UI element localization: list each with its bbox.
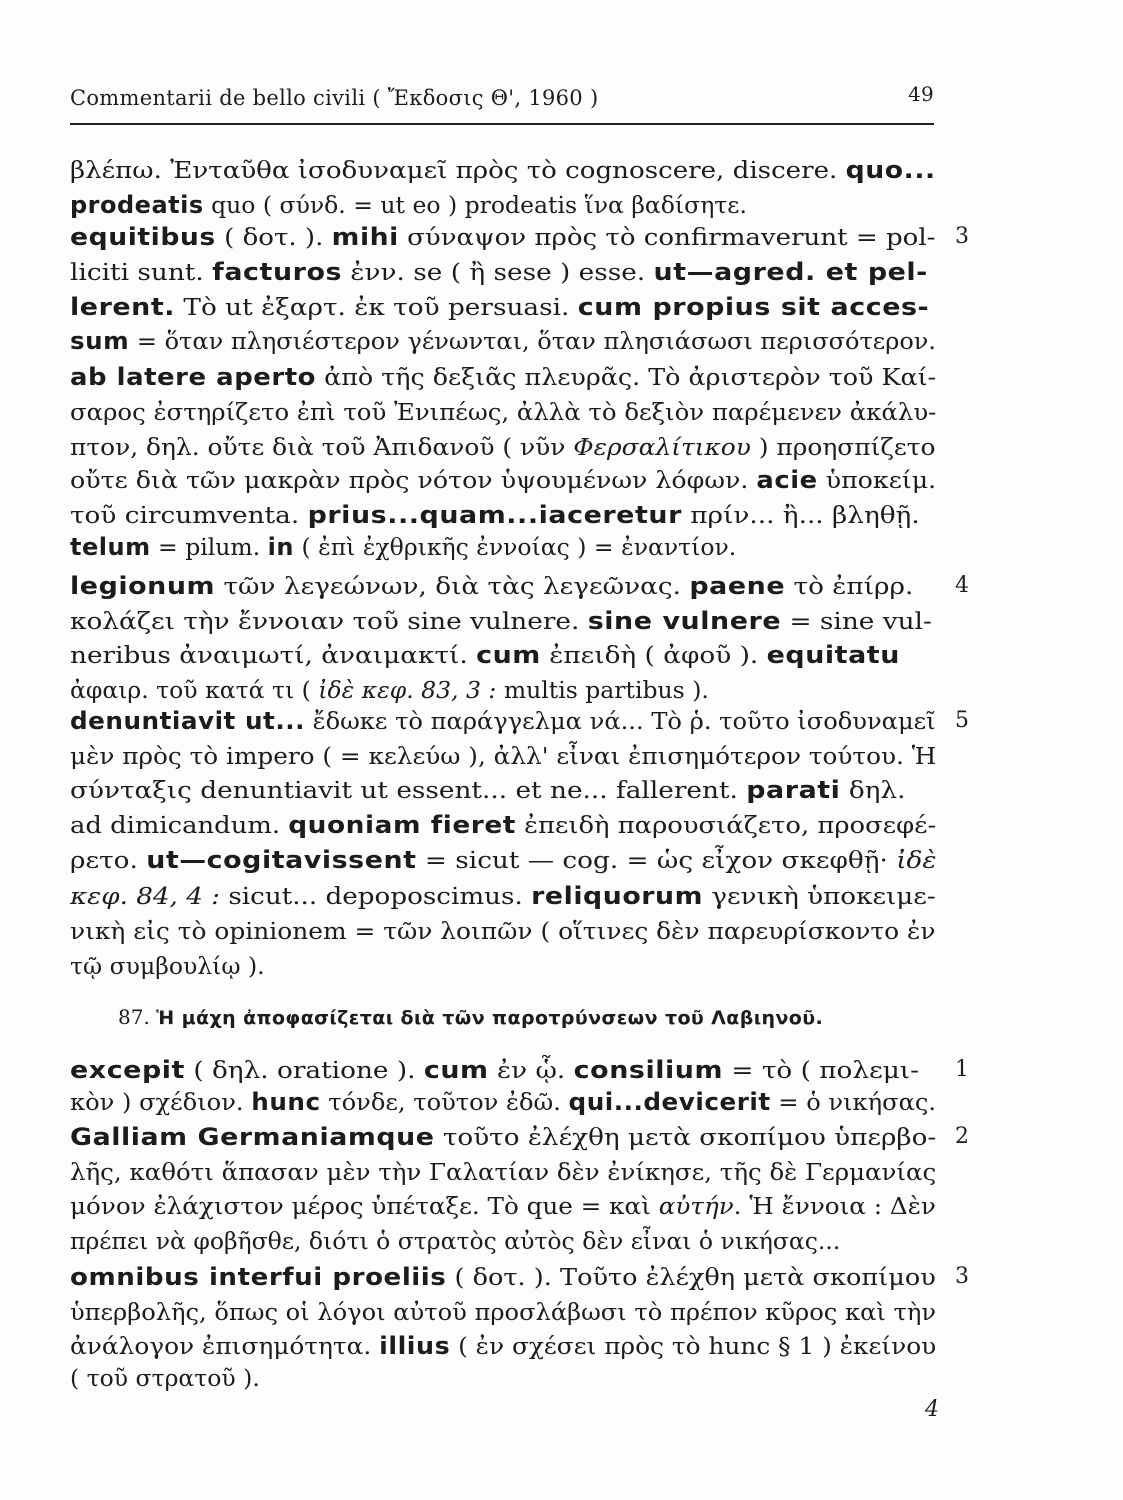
running-head: [70, 82, 934, 110]
text-line: [70, 155, 936, 185]
text-line: [70, 706, 936, 736]
lemma: Ἡ μάχη ἀποφασίζεται διὰ τῶν παροτρύνσεων τοῦ Λαβιηνοῦ.: [156, 1007, 824, 1029]
line-content: [70, 190, 747, 220]
gloss-text: νικὴ εἰς τὸ opinionem = τῶν λοιπῶν ( οἵτινες δὲν παρευρίσκοντο ἐν: [70, 917, 936, 945]
text-line: [70, 326, 936, 356]
lemma: equitatu: [766, 641, 900, 669]
lemma: ab latere aperto: [70, 363, 317, 391]
line-content: [70, 532, 736, 562]
line-content: [70, 1363, 260, 1393]
text-line: [70, 1226, 936, 1256]
text-line: [70, 845, 936, 875]
line-content: [70, 1191, 936, 1221]
text-line: [70, 397, 936, 427]
margin-number: 4: [955, 573, 969, 598]
line-content: [70, 292, 929, 322]
gloss-text: ἀνάλογον ἐπισημότητα.: [70, 1332, 380, 1360]
text-line: [70, 951, 936, 981]
lemma: quo...: [845, 156, 936, 184]
text-line: [70, 532, 936, 562]
lemma: sum: [70, 327, 130, 355]
lemma: telum: [70, 533, 151, 561]
text-line: [70, 916, 936, 946]
gloss-text: τοῦ circumventa.: [70, 501, 308, 529]
line-content: [70, 640, 900, 670]
line-content: [70, 916, 935, 946]
lemma: omnibus interfui proeliis: [70, 1263, 447, 1291]
line-content: [70, 1087, 936, 1117]
line-content: [70, 845, 936, 875]
gloss-text: = sicut — cog. = ὡς εἶχον σκεφθῇ·: [416, 846, 897, 874]
gloss-text: ( δοτ. ). Τοῦτο ἐλέχθη μετὰ σκοπίμου: [446, 1263, 936, 1291]
gloss-text: λῆς, καθότι ἅπασαν μὲν τὴν Γαλατίαν δὲν ἐνίκησε, τῆς δὲ Γερμανίας: [70, 1158, 936, 1186]
gloss-text: τόνδε, τοῦτον ἐδῶ.: [320, 1088, 569, 1116]
gloss-text: ἐπειδὴ ( ἀφοῦ ).: [540, 641, 767, 669]
line-content: [70, 951, 265, 981]
gloss-text: δηλ.: [840, 776, 906, 804]
lemma: paene: [689, 572, 786, 600]
lemma: consilium: [573, 1056, 724, 1084]
line-content: [118, 1002, 823, 1032]
header-rule: [70, 123, 934, 125]
line-content: [70, 1226, 840, 1256]
line-content: [70, 1055, 919, 1085]
lemma: prodeatis: [70, 191, 204, 219]
gloss-text: ἐνν. se ( ἢ sese ) esse.: [342, 258, 654, 286]
lemma: acie: [756, 466, 818, 494]
lemma: prius...quam...iaceretur: [307, 501, 682, 529]
lemma: cum: [423, 1056, 489, 1084]
gloss-text: ) προησπίζετο: [750, 433, 936, 461]
text-line: [70, 1055, 936, 1085]
lemma: Galliam Germaniamque: [70, 1123, 435, 1151]
line-content: [70, 465, 936, 495]
text-line: [70, 1157, 936, 1187]
lemma: hunc: [251, 1088, 321, 1116]
gloss-text: σύναψον πρὸς τὸ confirmaverunt = pol-: [398, 223, 936, 251]
text-line: [70, 465, 936, 495]
gloss-text: neribus ἀναιμωτί, ἀναιμακτί.: [70, 641, 477, 669]
lemma: legionum: [70, 572, 216, 600]
margin-number: 3: [955, 224, 969, 249]
gloss-text: κὸν ) σχέδιον.: [70, 1088, 252, 1116]
line-content: [70, 1331, 936, 1361]
lemma: ut—agred. et pel-: [653, 258, 928, 286]
gloss-text: quo ( σύνδ. = ut eo ) prodeatis ἵνα βαδίσητε.: [203, 191, 747, 219]
line-content: [70, 1262, 936, 1292]
gloss-text: 87.: [118, 1005, 157, 1029]
italic-text: αὐτήν: [658, 1192, 734, 1220]
gloss-text: ( δηλ. oratione ).: [184, 1056, 424, 1084]
gloss-text: ρετο.: [70, 846, 147, 874]
gloss-text: ( ἐπὶ ἐχθρικῆς ἐννοίας ) = ἐναντίον.: [293, 533, 737, 561]
text-line: [70, 1262, 936, 1292]
gloss-text: ( ἐν σχέσει πρὸς τὸ hunc § 1 ) ἐκείνου: [450, 1332, 936, 1360]
text-line: [70, 1363, 936, 1393]
text-line: [70, 292, 936, 322]
text-line: [70, 1087, 936, 1117]
gloss-text: ὑπερβολῆς, ὅπως οἱ λόγοι αὐτοῦ προσλάβωσι τὸ πρέπον κῦρος καὶ τὴν: [70, 1298, 936, 1326]
gloss-text: ἀφαιρ. τοῦ κατά τι (: [70, 676, 319, 704]
line-content: [70, 810, 936, 840]
italic-text: ἰδὲ κεφ. 83, 3 :: [318, 676, 497, 704]
text-line: [70, 881, 936, 911]
gloss-text: sicut... depoposcimus.: [220, 882, 532, 910]
line-content: [70, 775, 905, 805]
lemma: sine vulnere: [587, 607, 782, 635]
lemma: illius: [379, 1332, 451, 1360]
text-line: [70, 257, 936, 287]
gloss-text: = pilum.: [150, 533, 268, 561]
lemma: reliquorum: [531, 882, 704, 910]
lemma: mihi: [331, 223, 399, 251]
text-line: [70, 432, 936, 462]
text-line: [70, 1122, 936, 1152]
gloss-text: πρέπει νὰ φοβῆσθε, διότι ὁ στρατὸς αὐτὸς δὲν εἶναι ὁ νικήσας...: [70, 1227, 841, 1255]
gloss-text: τῶν λεγεώνων, διὰ τὰς λεγεῶνας.: [215, 572, 690, 600]
italic-text: κεφ. 84, 4 :: [70, 882, 221, 910]
line-content: [70, 362, 936, 392]
gloss-text: . Ἡ ἔννοια : Δὲν: [733, 1192, 936, 1220]
lemma: equitibus: [70, 223, 216, 251]
gloss-text: πρίν... ἢ... βληθῇ.: [681, 501, 920, 529]
gloss-text: ( τοῦ στρατοῦ ).: [70, 1364, 260, 1392]
gloss-text: μὲν πρὸς τὸ impero ( = κελεύω ), ἀλλ' εἶναι ἐπισημότερον τούτου. Ἡ: [70, 742, 936, 770]
gloss-text: οὔτε διὰ τῶν μακρὰν πρὸς νότον ὑψουμένων λόφων.: [70, 466, 757, 494]
margin-number: 2: [955, 1124, 969, 1149]
gloss-text: σύνταξις denuntiavit ut essent... et ne... fallerent.: [70, 776, 747, 804]
line-content: [70, 1297, 936, 1327]
gloss-text: multis partibus ).: [496, 676, 709, 704]
text-line: [70, 810, 936, 840]
line-content: [70, 397, 936, 427]
lemma: qui...devicerit: [568, 1088, 771, 1116]
gloss-text: πτον, δηλ. οὔτε διὰ τοῦ Ἀπιδανοῦ ( νῦν: [70, 433, 574, 461]
gloss-text: ἐν ᾧ.: [488, 1056, 574, 1084]
margin-number: 3: [955, 1264, 969, 1289]
line-content: [70, 432, 936, 462]
text-line: [70, 775, 936, 805]
text-line: [70, 1331, 936, 1361]
gloss-text: ὑποκείμ.: [817, 466, 936, 494]
text-line: [70, 500, 936, 530]
gloss-text: = sine vul-: [781, 607, 932, 635]
lemma: parati: [746, 776, 841, 804]
line-content: [70, 222, 935, 252]
text-line: [70, 190, 936, 220]
gloss-text: τῷ συμβουλίῳ ).: [70, 952, 265, 980]
gloss-text: σαρος ἐστηρίζετο ἐπὶ τοῦ Ἐνιπέως, ἀλλὰ τὸ δεξιὸν παρέμενεν ἀκάλυ-: [70, 398, 936, 426]
lemma: excepit: [70, 1056, 185, 1084]
gloss-text: κολάζει τὴν ἔννοιαν τοῦ sine vulnere.: [70, 607, 588, 635]
text-line: [70, 222, 936, 252]
line-content: [70, 257, 928, 287]
text-line: [70, 571, 936, 601]
gloss-text: ἔδωκε τὸ παράγγελμα νά... Τὸ ῥ. τοῦτο ἰσοδυναμεῖ: [304, 707, 936, 735]
gloss-text: τοῦτο ἐλέχθη μετὰ σκοπίμου ὑπερβο-: [434, 1123, 936, 1151]
gloss-text: ἐπειδὴ παρουσιάζετο, προσεφέ-: [515, 811, 936, 839]
gloss-text: liciti sunt.: [70, 258, 213, 286]
text-line: [70, 741, 936, 771]
gloss-text: τὸ ἐπίρρ.: [785, 572, 914, 600]
line-content: [70, 326, 936, 356]
text-line: [70, 1297, 936, 1327]
text-line: [70, 362, 936, 392]
gloss-text: γενικὴ ὑποκειμε-: [703, 882, 936, 910]
line-content: [70, 741, 936, 771]
lemma: denuntiavit ut...: [70, 707, 305, 735]
gloss-text: = τὸ ( πολεμι-: [723, 1056, 920, 1084]
lemma: cum propius sit acces-: [577, 293, 930, 321]
line-content: [70, 155, 936, 185]
page-number: 49: [907, 82, 934, 106]
line-content: [70, 675, 709, 705]
line-content: [70, 1157, 936, 1187]
line-content: [70, 606, 932, 636]
line-content: [70, 706, 936, 736]
lemma: in: [267, 533, 294, 561]
lemma: facturos: [212, 258, 343, 286]
margin-number: 5: [955, 708, 969, 733]
gloss-text: = ὁ νικήσας.: [770, 1088, 936, 1116]
gloss-text: ad dimicandum.: [70, 811, 289, 839]
text-line: [70, 1191, 936, 1221]
gloss-text: μόνον ἐλάχιστον μέρος ὑπέταξε. Τὸ que = καὶ: [70, 1192, 659, 1220]
line-content: [70, 881, 936, 911]
italic-text: ἰδὲ: [896, 846, 936, 874]
line-content: [70, 571, 913, 601]
text-line: [70, 606, 936, 636]
section-heading: [118, 1002, 908, 1032]
gloss-text: ( δοτ. ).: [215, 223, 332, 251]
lemma: ut—cogitavissent: [146, 846, 417, 874]
lemma: cum: [476, 641, 541, 669]
text-line: [70, 640, 936, 670]
gloss-text: = ὅταν πλησιέστερον γένωνται, ὅταν πλησιάσωσι περισσότερον.: [129, 327, 936, 355]
signature-mark: 4: [925, 1397, 939, 1422]
italic-text: Φερσαλίτικου: [573, 433, 751, 461]
lemma: lerent.: [70, 293, 176, 321]
gloss-text: ἀπὸ τῆς δεξιᾶς πλευρᾶς. Τὸ ἀριστερὸν τοῦ Καί-: [316, 363, 936, 391]
margin-number: 1: [955, 1057, 969, 1082]
line-content: [70, 1122, 936, 1152]
gloss-text: Τὸ ut ἐξαρτ. ἐκ τοῦ persuasi.: [175, 293, 578, 321]
gloss-text: βλέπω. Ἐνταῦθα ἰσοδυναμεῖ πρὸς τὸ cognoscere, discere.: [70, 156, 846, 184]
lemma: quoniam fieret: [288, 811, 516, 839]
running-head-title: Commentarii de bello civili ( Ἔκδοσις Θ', 1960 ): [70, 86, 599, 110]
line-content: [70, 500, 920, 530]
text-line: [70, 675, 936, 705]
